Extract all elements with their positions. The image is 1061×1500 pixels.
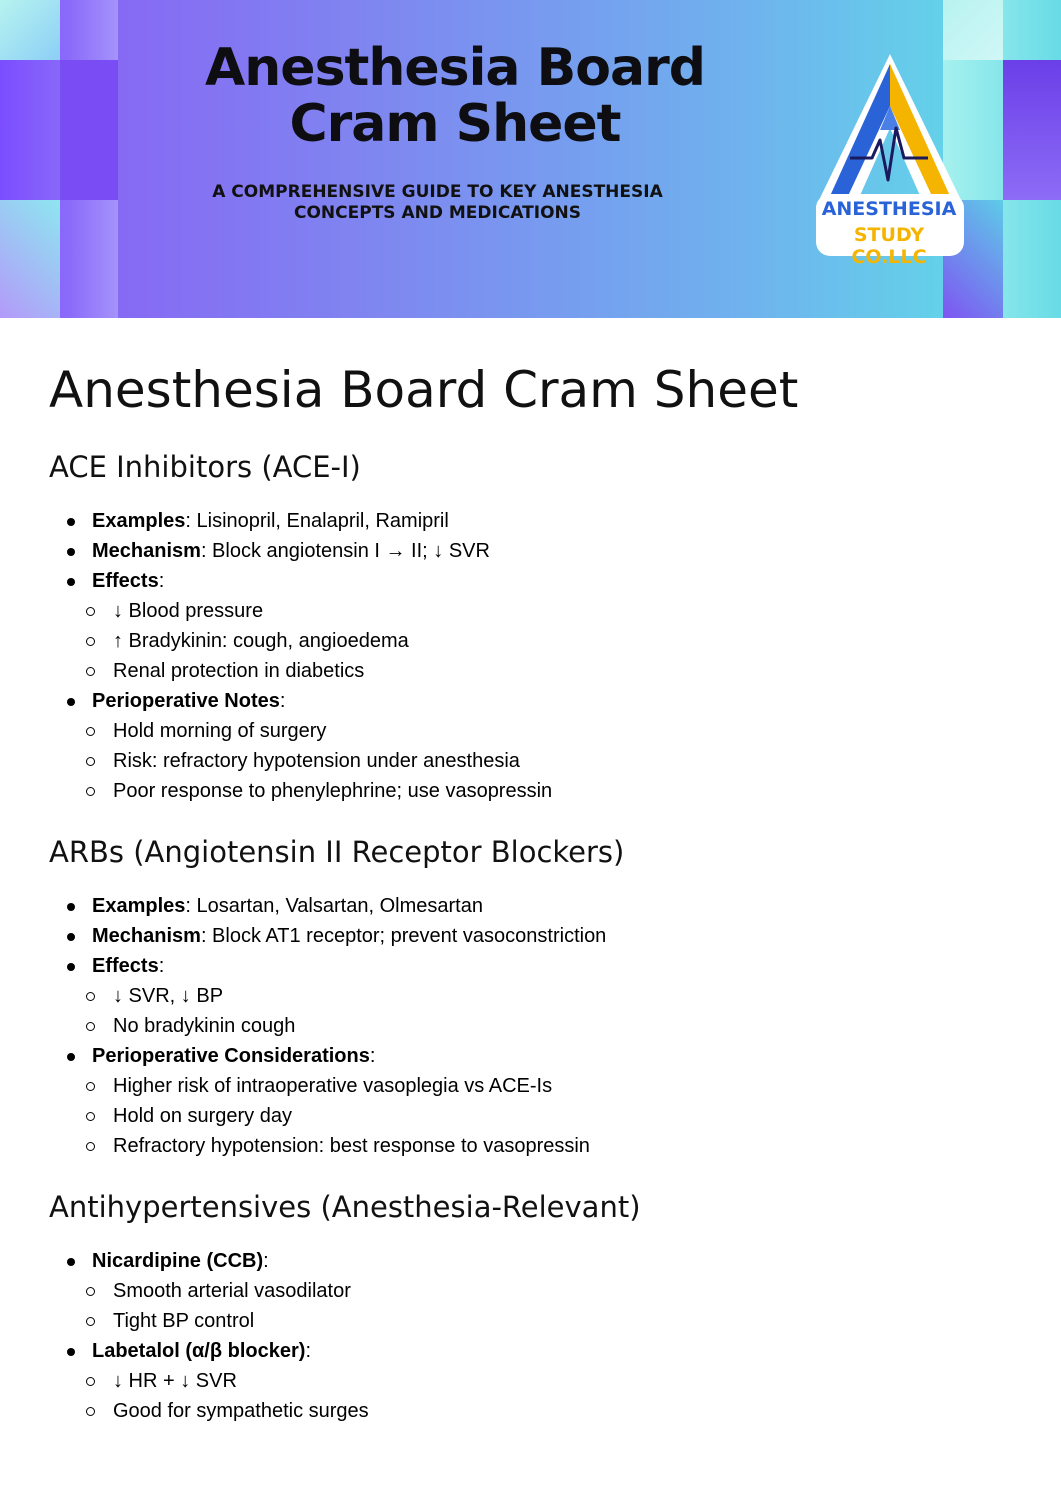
sub-list-item: Good for sympathetic surges (81, 1396, 1019, 1426)
sub-list-item: ↓ HR + ↓ SVR (81, 1366, 1019, 1396)
sub-list (81, 716, 1019, 806)
section-title: Antihypertensives (Anesthesia-Relevant) (49, 1190, 641, 1224)
section-antihypertensives (49, 1187, 1019, 1426)
item-label: Nicardipine (CCB) (92, 1250, 264, 1272)
list-item (49, 686, 1019, 806)
sub-list-item: No bradykinin cough (81, 1011, 1019, 1041)
sub-list (81, 1276, 1019, 1336)
sub-list-item: Tight BP control (81, 1306, 1019, 1336)
item-text: : (158, 955, 165, 977)
item-text: : Losartan, Valsartan, Olmesartan (185, 895, 483, 917)
list-item (49, 921, 1019, 951)
list-item (49, 1041, 1019, 1161)
sub-list-item: Risk: refractory hypotension under anesthesia (81, 746, 1019, 776)
sub-list-item: Higher risk of intraoperative vasoplegia vs ACE-Is (81, 1071, 1019, 1101)
item-text: : (279, 690, 286, 712)
document-body (49, 355, 1019, 1452)
logo-text-line1: ANESTHESIA (821, 198, 957, 220)
logo-text-line2: STUDY CO.LLC (851, 224, 927, 268)
item-text: : Block angiotensin I → II; ↓ SVR (200, 540, 490, 562)
sub-list (81, 596, 1019, 686)
list-item (49, 566, 1019, 686)
sub-list (81, 1071, 1019, 1161)
item-label: Examples (92, 510, 186, 532)
decorative-block (60, 60, 118, 200)
sub-list-item: Renal protection in diabetics (81, 656, 1019, 686)
item-text: : Block AT1 receptor; prevent vasoconstriction (200, 925, 607, 947)
item-label: Labetalol (α/β blocker) (92, 1340, 306, 1362)
sub-list (81, 1366, 1019, 1426)
item-text: : Lisinopril, Enalapril, Ramipril (185, 510, 449, 532)
section-title: ACE Inhibitors (ACE-I) (49, 450, 361, 484)
item-label: Effects (92, 955, 159, 977)
list-item (49, 536, 1019, 566)
sub-list-item: ↓ SVR, ↓ BP (81, 981, 1019, 1011)
item-label: Mechanism (92, 540, 201, 562)
header-banner (0, 0, 1061, 318)
document-title: Anesthesia Board Cram Sheet (49, 361, 799, 419)
item-label: Effects (92, 570, 159, 592)
sub-list-item: Poor response to phenylephrine; use vasopressin (81, 776, 1019, 806)
item-label: Examples (92, 895, 186, 917)
item-text: : (158, 570, 165, 592)
item-label: Perioperative Considerations (92, 1045, 370, 1067)
banner-subtitle: A COMPREHENSIVE GUIDE TO KEY ANESTHESIA CONCEPTS AND MEDICATIONS (212, 182, 663, 223)
item-text: : (305, 1340, 311, 1362)
decorative-block (0, 0, 60, 60)
item-text: : (263, 1250, 269, 1272)
sub-list-item: Refractory hypotension: best response to vasopressin (81, 1131, 1019, 1161)
banner-title: Anesthesia Board Cram Sheet (205, 38, 705, 154)
section-arbs (49, 832, 1019, 1161)
bullet-list (49, 506, 1019, 806)
bullet-list (49, 1246, 1019, 1426)
list-item (49, 1336, 1019, 1426)
item-label: Mechanism (92, 925, 201, 947)
item-text: : (369, 1045, 376, 1067)
sub-list-item: ↑ Bradykinin: cough, angioedema (81, 626, 1019, 656)
list-item (49, 1246, 1019, 1336)
sub-list-item: Smooth arterial vasodilator (81, 1276, 1019, 1306)
list-item (49, 506, 1019, 536)
list-item (49, 891, 1019, 921)
sub-list-item: ↓ Blood pressure (81, 596, 1019, 626)
bullet-list (49, 891, 1019, 1161)
item-label: Perioperative Notes (92, 690, 280, 712)
list-item (49, 951, 1019, 1041)
sub-list-item: Hold morning of surgery (81, 716, 1019, 746)
decorative-block (1003, 60, 1061, 200)
section-title: ARBs (Angiotensin II Receptor Blockers) (49, 835, 625, 869)
decorative-block (0, 200, 60, 318)
sub-list-item: Hold on surgery day (81, 1101, 1019, 1131)
sub-list (81, 981, 1019, 1041)
section-ace-inhibitors (49, 447, 1019, 806)
